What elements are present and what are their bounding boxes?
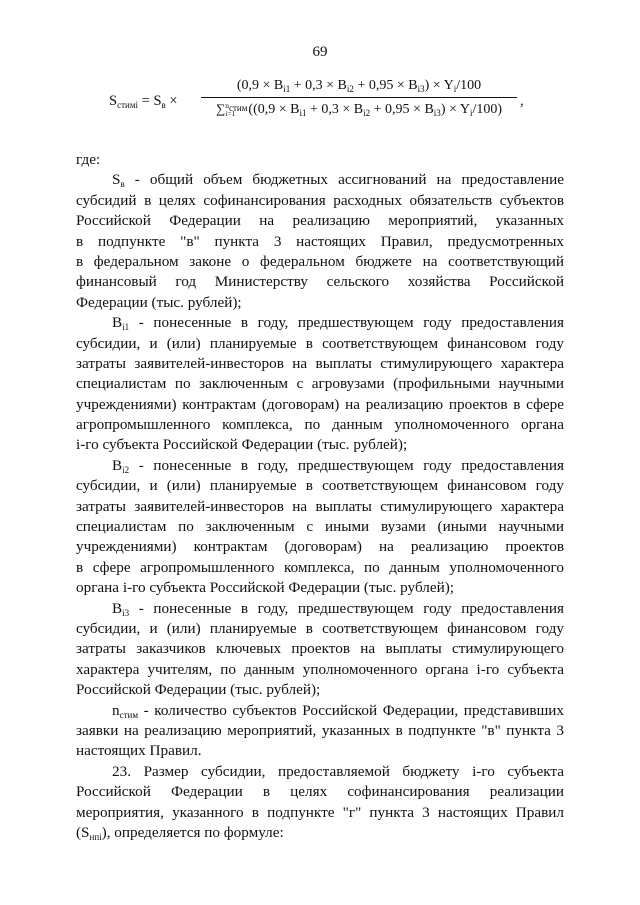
definition-line: специалистам по заключенным с агровузами (профильными научными [76,375,564,393]
definition-first-line: $B_{i1}$ - понесенные в году, предшествующем году предоставления [112,314,564,333]
definition-line: Российской Федерации на реализацию мероприятий, указанных [76,212,564,230]
p23-line: 23. Размер субсидии, предоставляемой бюджету i-го субъекта [112,762,564,780]
definition-line: субсидии, и (или) планируемые в соответствующем финансовом году [76,477,564,495]
p23-line: мероприятия, указанного в подпункте "г" пункта 3 настоящих Правил [76,803,564,821]
definition-line: в федеральном законе о федеральном бюджете на соответствующий [76,252,564,270]
subsidy-formula [109,77,529,127]
formula-lhs: $S_{стимi} = S_в$ × [109,93,178,110]
fraction-bar [201,97,517,98]
p23-last-line: $(S_{нпi})$, определяется по формуле: [76,823,284,842]
definition-line: субсидии, и (или) планируемые в соответствующем финансовом году [76,334,564,352]
formula-denominator: $\sum n_{стим}$ i=1 $((0,9 \times B_{i1} + 0,3 \times B_{i2} + 0,95 \times B_{i3}) \times Y_i/100)$ [215,100,503,118]
sum-symbol: ∑ [215,101,226,116]
definition-line: учреждениями) контрактам (договорам) на реализацию проектов в сфере [76,395,564,413]
definition-first-line: $B_{i2}$ - понесенные в году, предшествующем году предоставления [112,456,564,475]
definitions-list [76,170,564,761]
definition-line: затраты заявителей-инвесторов на выплаты стимулирующего характера [76,354,564,372]
definition-last-line: органа i-го субъекта Российской Федерации (тыс. рублей); [76,579,455,597]
definition-line: затраты заявителей-инвесторов на выплаты стимулирующего характера [76,497,564,515]
document-body [76,150,564,843]
definition-symbol: S [112,171,121,189]
definition-item [76,599,564,701]
definition-symbol: B [112,314,123,332]
definition-item [76,313,564,456]
definition-line: в сфере агропромышленного комплекса, по данным уполномоченного [76,558,564,576]
definition-last-line: i-го субъекта Российской Федерации (тыс. рублей); [76,436,408,454]
definition-item [76,170,564,313]
definition-line: субсидии, и (или) планируемые в соответствующем финансовом году [76,619,564,637]
definition-line: финансовый год Министерству сельского хозяйства Российской [76,273,564,291]
definition-first-line: $S_в$ - общий объем бюджетных ассигнований на предоставление [112,171,564,190]
p23-line: Российской Федерации в целях софинансирования реализации [76,783,564,801]
definition-line: в подпункте "в" пункта 3 настоящих Правил, предусмотренных [76,232,564,250]
definition-symbol: B [112,456,123,474]
definition-first-line: $B_{i3}$ - понесенные в году, предшествующем году предоставления [112,599,564,618]
definition-line: затраты заказчиков ключевых проектов на выплаты стимулирующего [76,640,564,658]
definition-line: специалистам по заключенным с иными вузами (иными научными [76,518,564,536]
formula-fraction [201,77,517,119]
formula-comma: , [520,93,524,109]
paragraph-23 [76,762,564,844]
definition-symbol: B [112,599,123,617]
definition-last-line: Российской Федерации (тыс. рублей); [76,681,321,699]
definition-line: агропромышленного комплекса, по данным уполномоченного органа [76,416,564,434]
definition-line: субсидий в целях софинансирования расходных обязательств субъектов [76,191,564,209]
definition-first-line: $n_{стим}$ - количество субъектов Российской Федерации, представивших [112,701,564,720]
page-number: 69 [312,44,328,60]
where-label: где: [76,151,101,168]
sum-limits: $n_{стим}$ i=1 [225,100,248,118]
definition-symbol: n [112,701,120,719]
definition-item [76,701,564,762]
definition-item [76,456,564,599]
definition-line: заявки на реализацию мероприятий, указанных в подпункте "в" пункта 3 [76,721,564,739]
definition-last-line: Федерации (тыс. рублей); [76,293,242,311]
definition-line: учреждениями) контрактам (договорам) на реализацию проектов [76,538,564,556]
formula-numerator: $(0,9 \times B_{i1} + 0,3 \times B_{i2} + 0,95 \times B_{i3}) \times Y_i/100$ [236,78,482,94]
definition-last-line: настоящих Правил. [76,742,202,760]
definition-line: характера учителям, по данным уполномоченного органа i-го субъекта [76,660,564,678]
